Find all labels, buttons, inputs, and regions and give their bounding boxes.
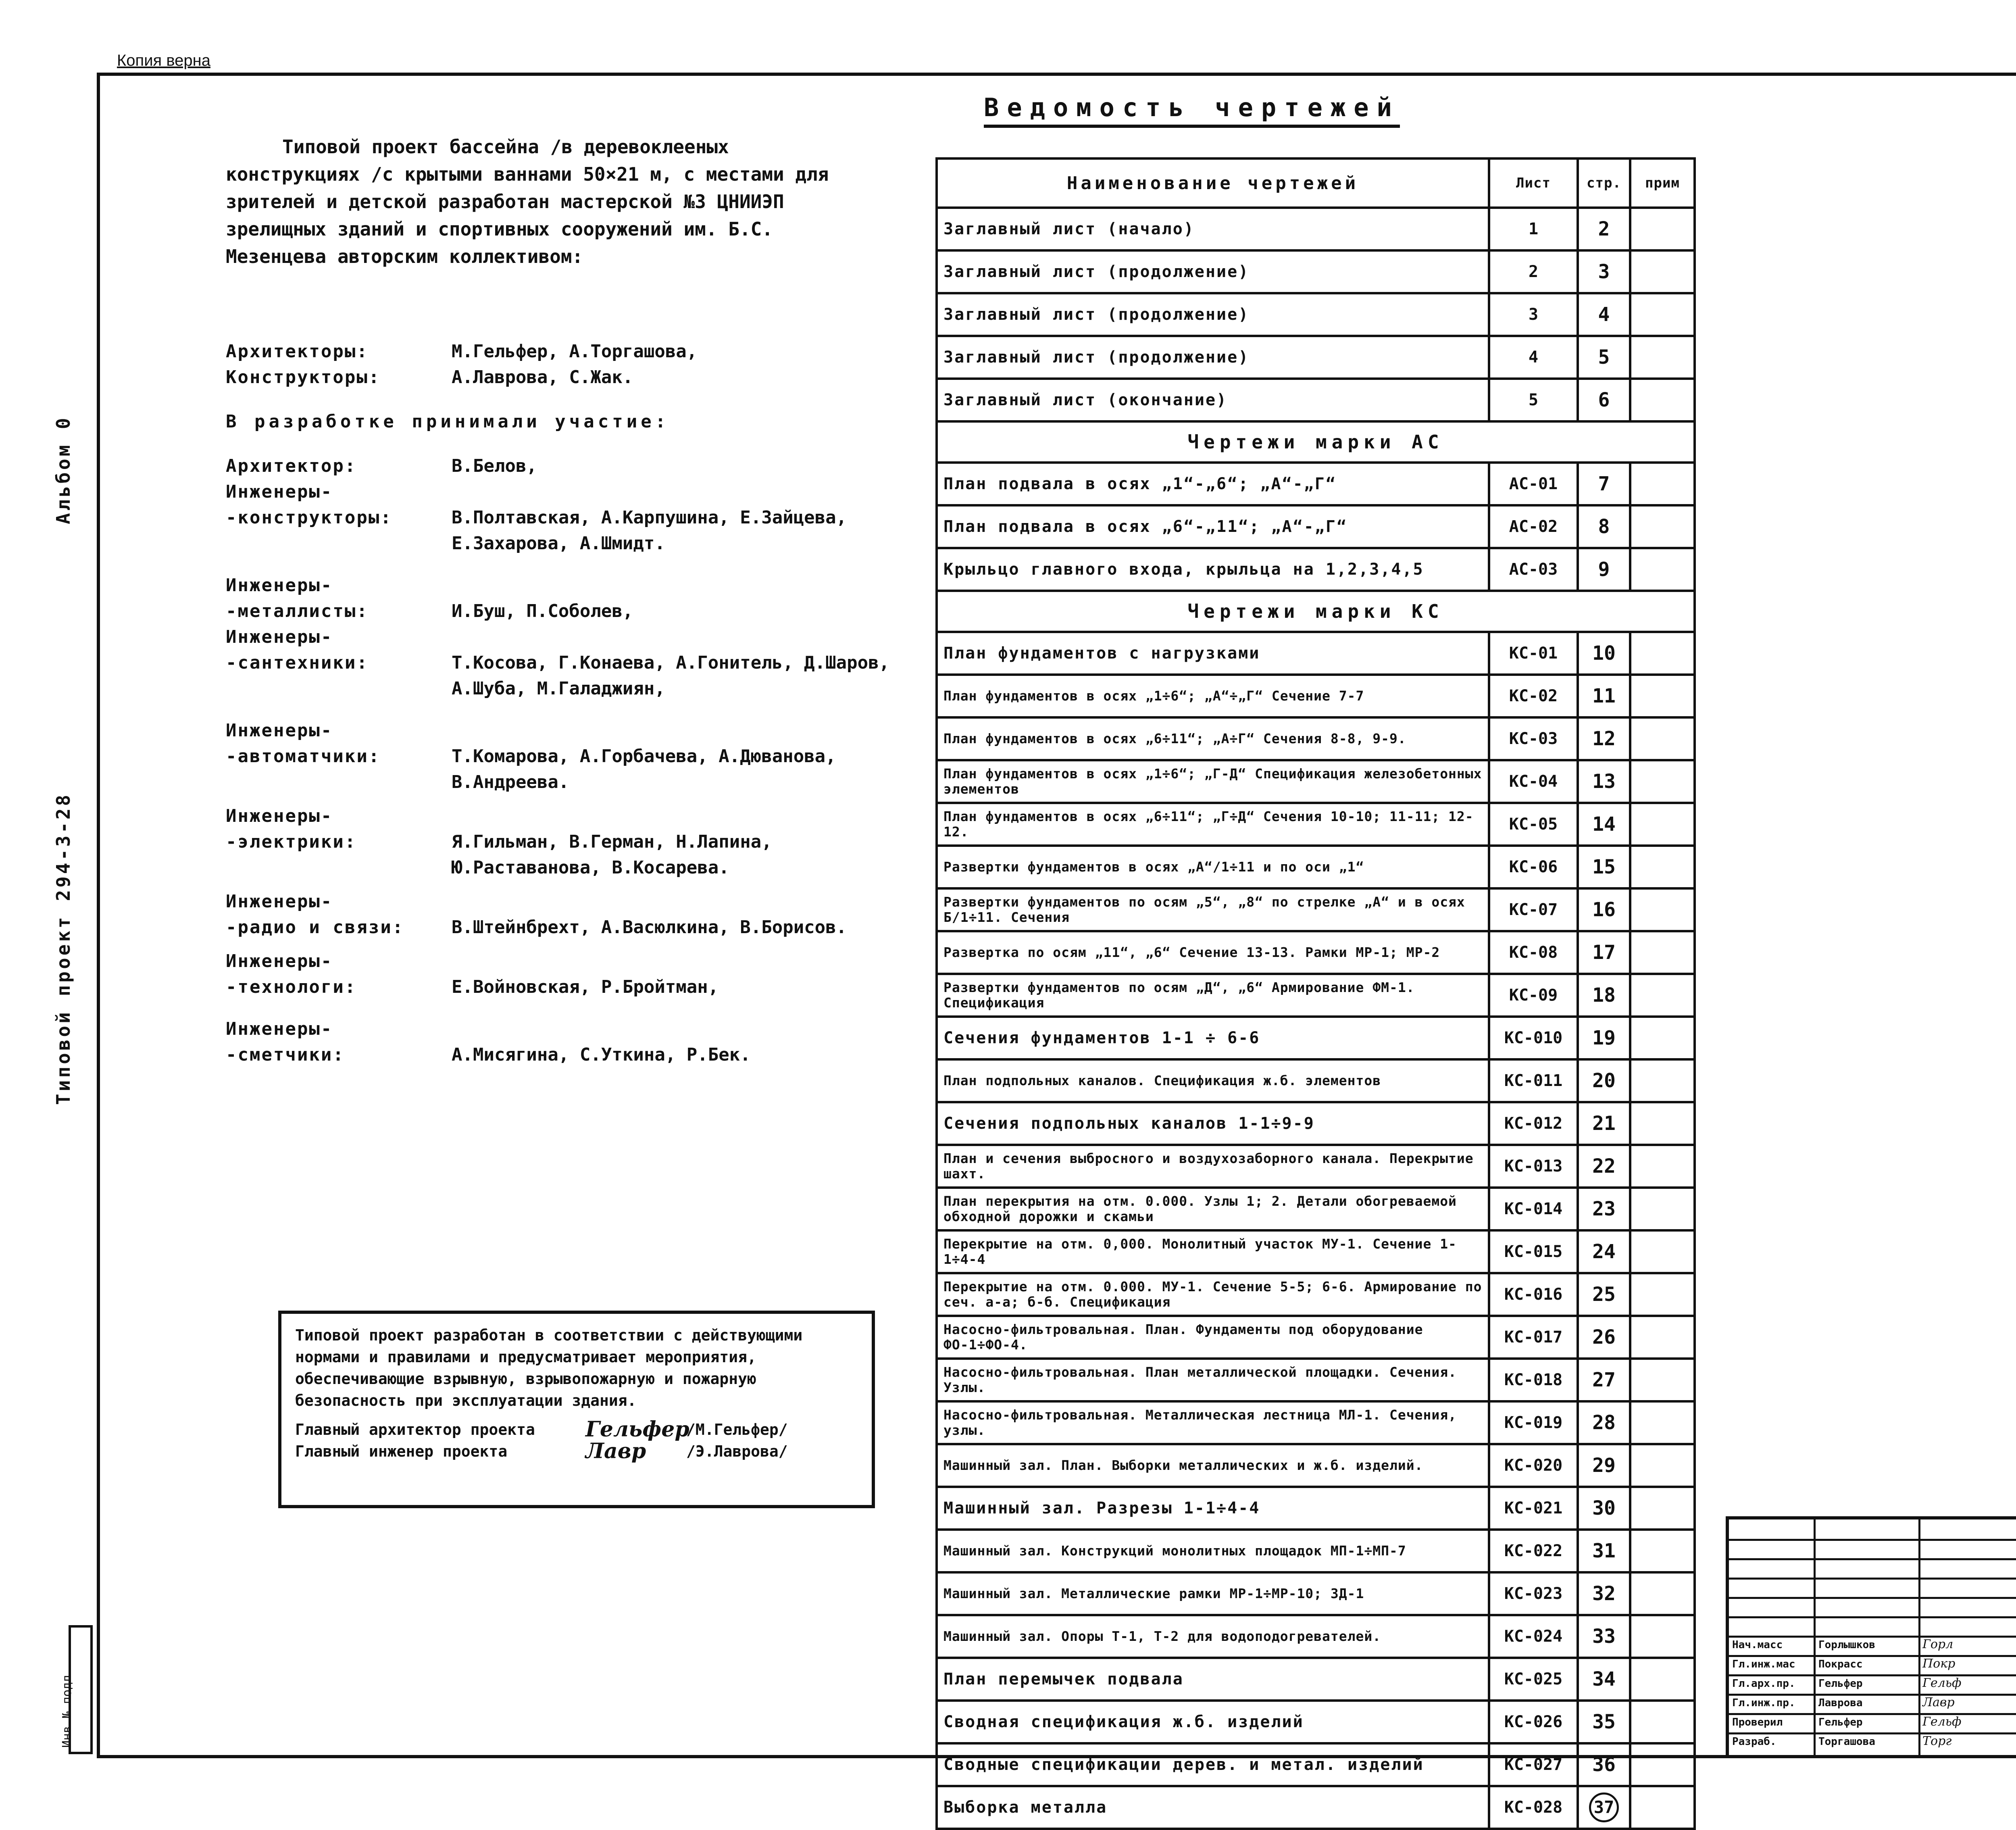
participant-role: -конструкторы: [226,507,392,528]
drawing-name: Заглавный лист (продолжение) [937,250,1489,293]
participant-row [226,889,911,915]
drawing-page: 29 [1578,1444,1630,1487]
drawing-page: 30 [1578,1487,1630,1530]
staff-signature: Гельф [1922,1715,1962,1729]
staff-signature: Покр [1922,1657,1956,1671]
drawing-note [1630,250,1695,293]
drawing-page: 6 [1578,379,1630,421]
table-header-row [937,158,1695,208]
drawing-name: Перекрытие на отм. 0,000. Монолитный участок МУ-1. Сечение 1-1÷4-4 [937,1230,1489,1273]
drawing-page: 10 [1578,632,1630,675]
title-block-staff-grid [1729,1519,2016,1758]
table-row [937,208,1695,250]
drawing-name: План и сечения выбросного и воздухозаборного канала. Перекрытие шахт. [937,1145,1489,1188]
table-row [937,717,1695,760]
participants-heading: В разработке принимали участие: [226,411,670,432]
author-names: М.Гельфер, А.Торгашова, [452,341,698,362]
drawing-page: 5 [1578,336,1630,379]
participant-row [226,948,911,974]
staff-role: Разраб. [1732,1736,1776,1748]
drawing-sheet: КС-020 [1489,1444,1578,1487]
drawing-note [1630,717,1695,760]
participant-names: А.Мисягина, С.Уткина, Р.Бек. [452,1044,751,1065]
drawings-list-body [937,208,1695,1829]
drawing-name: Развертки фундаментов в осях „А“/1÷11 и по оси „1“ [937,846,1489,888]
participant-row [226,453,911,479]
drawing-sheet: КС-03 [1489,717,1578,760]
drawing-name: Машинный зал. Разрезы 1-1÷4-4 [937,1487,1489,1530]
drawing-sheet: 1 [1489,208,1578,250]
table-row [937,1401,1695,1444]
drawing-note [1630,336,1695,379]
participant-row [226,573,911,598]
drawing-name: Заглавный лист (начало) [937,208,1489,250]
drawing-sheet: КС-024 [1489,1615,1578,1658]
chief-architect-line [295,1419,858,1440]
chief-architect-signature: Гельфер [585,1417,689,1442]
drawing-note [1630,1701,1695,1743]
drawing-name: Насосно-фильтровальная. Металлическая лестница МЛ-1. Сечения, узлы. [937,1401,1489,1444]
drawing-page: 8 [1578,505,1630,548]
drawing-sheet: АС-01 [1489,463,1578,505]
participant-row [226,479,911,505]
header-note: прим [1630,158,1695,208]
participant-names [452,573,911,598]
intro-paragraph: Типовой проект бассейна /в деревоклееных конструкциях /с крытыми ваннами 50×21 м, с местами для зрителей и детской разработан мастерской №3 ЦНИИЭП зрелищных зданий и спортивных сооружений им. Б.С. Мезенцева авторским коллективом: [226,136,829,267]
staff-name: Гельфер [1818,1678,1863,1690]
drawing-sheet: КС-026 [1489,1701,1578,1743]
drawing-page: 14 [1578,803,1630,846]
drawing-note [1630,505,1695,548]
drawing-note [1630,1658,1695,1701]
participant-role: Инженеры- [226,575,333,596]
drawing-note [1630,1530,1695,1572]
drawing-sheet: КС-05 [1489,803,1578,846]
drawing-sheet: КС-07 [1489,888,1578,931]
drawing-sheet: КС-012 [1489,1102,1578,1145]
participant-names: В.Полтавская, А.Карпушина, Е.Зайцева, Е.Захарова, А.Шмидт. [452,507,847,554]
drawing-note [1630,463,1695,505]
drawing-name: Машинный зал. Опоры Т-1, Т-2 для водоподогревателей. [937,1615,1489,1658]
drawing-note [1630,888,1695,931]
table-row [937,1572,1695,1615]
participant-role: Инженеры- [226,1019,333,1039]
inventory-stamp-label: Инв.№ подл. [60,1667,74,1748]
drawing-note [1630,1615,1695,1658]
participant-role: Инженеры- [226,720,333,741]
participant-row [226,718,911,744]
drawing-sheet: КС-09 [1489,974,1578,1017]
participant-row [226,974,911,1000]
table-row [937,379,1695,421]
drawing-note [1630,675,1695,717]
chief-engineer-label: Главный инженер проекта [295,1442,508,1460]
drawing-name: Машинный зал. Конструкций монолитных площадок МП-1÷МП-7 [937,1530,1489,1572]
drawing-sheet: КС-01 [1489,632,1578,675]
section-title: Чертежи марки АС [937,421,1695,463]
drawing-note [1630,1316,1695,1359]
drawing-page: 4 [1578,293,1630,336]
participant-role: -радио и связи: [226,917,404,938]
table-row [937,675,1695,717]
table-row [937,1786,1695,1829]
compliance-text: Типовой проект разработан в соответствии с действующими нормами и правилами и предусматривает мероприятия, обеспечивающие взрывную, взрывопожарную и пожарную безопасность при эксплуатации здания. [295,1326,803,1409]
participant-role: -металлисты: [226,601,369,621]
drawing-sheet: КС-06 [1489,846,1578,888]
participant-row [226,915,911,940]
drawing-sheet: КС-028 [1489,1786,1578,1829]
compliance-note [278,1311,875,1508]
staff-role: Гл.инж.пр. [1732,1697,1795,1709]
chief-engineer-signature: Лавр [585,1439,646,1463]
drawing-page: 20 [1578,1059,1630,1102]
drawing-page: 9 [1578,548,1630,591]
drawing-name: Развертка по осям „11“, „6“ Сечение 13-13. Рамки МР-1; МР-2 [937,931,1489,974]
staff-name: Гельфер [1818,1716,1863,1728]
drawing-note [1630,1743,1695,1786]
author-role: Архитекторы: [226,341,369,362]
drawing-name: Сводные спецификации дерев. и метал. изделий [937,1743,1489,1786]
table-row [937,846,1695,888]
table-row [937,1017,1695,1059]
drawing-sheet: КС-015 [1489,1230,1578,1273]
drawing-name: План подвала в осях „1“-„6“; „А“-„Г“ [937,463,1489,505]
drawing-sheet: КС-019 [1489,1401,1578,1444]
drawing-page-circled: 37 [1589,1792,1619,1822]
drawing-page: 19 [1578,1017,1630,1059]
participant-names: Т.Косова, Г.Конаева, А.Гонитель, Д.Шаров, А.Шуба, М.Галаджиян, [452,652,890,699]
drawing-note [1630,1230,1695,1273]
drawing-note [1630,293,1695,336]
participant-row [226,624,911,650]
participant-names [452,803,911,829]
drawing-note [1630,1572,1695,1615]
participant-role: Инженеры- [226,891,333,912]
drawing-sheet: 4 [1489,336,1578,379]
drawings-list-table [935,157,1696,1830]
author-role: Конструкторы: [226,367,381,388]
drawing-note [1630,931,1695,974]
drawing-name: Насосно-фильтровальная. План металлической площадки. Сечения. Узлы. [937,1359,1489,1401]
table-row [937,1743,1695,1786]
staff-role: Гл.инж.мас [1732,1658,1795,1670]
drawing-note [1630,760,1695,803]
drawing-note [1630,1059,1695,1102]
drawing-sheet: КС-010 [1489,1017,1578,1059]
drawing-page: 36 [1578,1743,1630,1786]
staff-role: Гл.арх.пр. [1732,1678,1795,1690]
drawing-name: План фундаментов в осях „6÷11“; „Г÷Д“ Сечения 10-10; 11-11; 12-12. [937,803,1489,846]
drawing-sheet: 5 [1489,379,1578,421]
drawing-name: Насосно-фильтровальная. План. Фундаменты под оборудование ФО-1÷ФО-4. [937,1316,1489,1359]
header-page: стр. [1578,158,1630,208]
table-row [937,1316,1695,1359]
participant-row [226,598,911,624]
participant-role: -технологи: [226,977,357,997]
staff-name: Торгашова [1818,1736,1875,1748]
author-row [226,339,911,365]
staff-signature: Лавр [1922,1695,1955,1709]
chief-engineer-name: /Э.Лаврова/ [686,1442,788,1460]
table-row [937,1487,1695,1530]
participant-names [452,889,911,915]
table-row [937,463,1695,505]
chief-architect-name: /М.Гельфер/ [686,1421,788,1438]
drawing-name: Машинный зал. План. Выборки металлических и ж.б. изделий. [937,1444,1489,1487]
drawing-sheet: КС-014 [1489,1188,1578,1230]
table-row [937,548,1695,591]
drawing-page: 27 [1578,1359,1630,1401]
drawing-note [1630,548,1695,591]
participant-row [226,803,911,829]
drawing-page: 21 [1578,1102,1630,1145]
drawing-name: Развертки фундаментов по осям „Д“, „6“ Армирование ФМ-1. Спецификация [937,974,1489,1017]
drawing-sheet: КС-021 [1489,1487,1578,1530]
drawing-name: Сводная спецификация ж.б. изделий [937,1701,1489,1743]
drawing-sheet: КС-023 [1489,1572,1578,1615]
drawing-page: 18 [1578,974,1630,1017]
drawing-page: 17 [1578,931,1630,974]
staff-signature: Гельф [1922,1676,1962,1690]
drawing-sheet: КС-04 [1489,760,1578,803]
participant-row [226,505,911,557]
table-row [937,1059,1695,1102]
drawing-note [1630,1273,1695,1316]
drawing-note [1630,1487,1695,1530]
drawing-page: 24 [1578,1230,1630,1273]
drawing-name: Сечения подпольных каналов 1-1÷9-9 [937,1102,1489,1145]
drawing-name: Сечения фундаментов 1-1 ÷ 6-6 [937,1017,1489,1059]
participant-role: -сметчики: [226,1044,345,1065]
drawing-page: 12 [1578,717,1630,760]
participant-role: Инженеры- [226,951,333,971]
header-name: Наименование чертежей [937,158,1489,208]
drawing-page: 11 [1578,675,1630,717]
drawing-note [1630,1786,1695,1829]
project-side-label: Типовой проект 294-3-28 [52,792,74,1105]
participant-role: Инженеры- [226,806,333,826]
author-names: А.Лаврова, С.Жак. [452,367,633,388]
table-row [937,632,1695,675]
participant-names [452,948,911,974]
table-row [937,250,1695,293]
participant-names [452,624,911,650]
drawing-page: 28 [1578,1401,1630,1444]
drawing-sheet: КС-02 [1489,675,1578,717]
drawing-page: 16 [1578,888,1630,931]
drawing-page: 31 [1578,1530,1630,1572]
header-sheet: Лист [1489,158,1578,208]
drawing-note [1630,974,1695,1017]
drawing-name: Развертки фундаментов по осям „5“, „8“ по стрелке „А“ и в осях Б/1÷11. Сечения [937,888,1489,931]
table-row [937,1615,1695,1658]
drawing-note [1630,1359,1695,1401]
drawing-sheet: КС-022 [1489,1530,1578,1572]
table-row [937,1359,1695,1401]
drawing-sheet: 2 [1489,250,1578,293]
drawing-name: План фундаментов в осях „1÷6“; „А“÷„Г“ Сечение 7-7 [937,675,1489,717]
table-row [937,888,1695,931]
drawing-sheet: КС-025 [1489,1658,1578,1701]
drawing-name: Заглавный лист (продолжение) [937,293,1489,336]
intro-text [226,133,871,270]
inventory-stamp [60,1625,93,1754]
staff-name: Покрасс [1818,1658,1863,1670]
drawing-page: 35 [1578,1701,1630,1743]
table-row [937,1444,1695,1487]
participant-names: В.Штейнбрехт, А.Васюлкина, В.Борисов. [452,917,847,938]
drawing-page: 23 [1578,1188,1630,1230]
drawing-page: 7 [1578,463,1630,505]
table-row [937,1701,1695,1743]
copy-label: Копия верна [117,52,210,69]
drawing-page: 22 [1578,1145,1630,1188]
table-row [937,1658,1695,1701]
drawing-sheet: КС-08 [1489,931,1578,974]
section-row [937,421,1695,463]
drawing-note [1630,632,1695,675]
drawing-name: Заглавный лист (окончание) [937,379,1489,421]
participant-names: Т.Комарова, А.Горбачева, А.Дюванова, В.Андреева. [452,746,836,792]
participant-role: Инженеры- [226,627,333,647]
table-row [937,1188,1695,1230]
drawing-page: 25 [1578,1273,1630,1316]
table-row [937,1230,1695,1273]
drawing-name: Крыльцо главного входа, крыльца на 1,2,3,4,5 [937,548,1489,591]
drawing-sheet: КС-027 [1489,1743,1578,1786]
drawing-note [1630,1102,1695,1145]
drawing-name: Перекрытие на отм. 0.000. МУ-1. Сечение 5-5; 6-6. Армирование по сеч. а-а; б-б. Спецификация [937,1273,1489,1316]
drawing-note [1630,803,1695,846]
participant-names: Я.Гильман, В.Герман, Н.Лапина, Ю.Раставанова, В.Косарева. [452,832,772,878]
drawing-sheet: КС-011 [1489,1059,1578,1102]
drawing-name: Машинный зал. Металлические рамки МР-1÷МР-10; ЗД-1 [937,1572,1489,1615]
participant-names: И.Буш, П.Соболев, [452,601,633,621]
drawing-sheet: КС-018 [1489,1359,1578,1401]
drawing-note [1630,1188,1695,1230]
drawing-page: 3 [1578,250,1630,293]
drawing-name: План подпольных каналов. Спецификация ж.б. элементов [937,1059,1489,1102]
staff-signature: Торг [1922,1734,1952,1748]
drawing-page: 33 [1578,1615,1630,1658]
drawing-note [1630,1401,1695,1444]
staff-signature: Горл [1922,1637,1954,1651]
drawing-name: План фундаментов в осях „6÷11“; „А÷Г“ Сечения 8-8, 9-9. [937,717,1489,760]
drawing-note [1630,1017,1695,1059]
drawing-name: План перемычек подвала [937,1658,1489,1701]
section-title: Чертежи марки КС [937,591,1695,632]
participant-names [452,1016,911,1042]
participant-row [226,1042,911,1068]
drawing-sheet: АС-03 [1489,548,1578,591]
drawings-list-title: Ведомость чертежей [984,93,1400,128]
album-label: Альбом 0 [52,415,74,524]
table-row [937,505,1695,548]
drawing-name: Выборка металла [937,1786,1489,1829]
staff-name: Горлышков [1818,1639,1875,1651]
participant-names [452,718,911,744]
staff-role: Нач.масс [1732,1639,1783,1651]
participant-names [452,479,911,505]
participant-row [226,650,911,702]
drawing-note [1630,208,1695,250]
drawing-name: План фундаментов в осях „1÷6“; „Г-Д“ Спецификация железобетонных элементов [937,760,1489,803]
table-row [937,760,1695,803]
drawing-page: 2 [1578,208,1630,250]
drawing-name: План фундаментов с нагрузками [937,632,1489,675]
drawing-name: План подвала в осях „6“-„11“; „А“-„Г“ [937,505,1489,548]
table-row [937,336,1695,379]
table-row [937,1102,1695,1145]
staff-name: Лаврова [1818,1697,1863,1709]
chief-architect-label: Главный архитектор проекта [295,1421,535,1438]
chief-engineer-line [295,1440,858,1462]
drawing-sheet: АС-02 [1489,505,1578,548]
drawing-name: Заглавный лист (продолжение) [937,336,1489,379]
participant-role: Архитектор: [226,456,357,476]
table-row [937,1145,1695,1188]
table-row [937,803,1695,846]
table-row [937,1273,1695,1316]
participant-names: В.Белов, [452,456,537,476]
drawing-sheet: КС-016 [1489,1273,1578,1316]
drawing-note [1630,1444,1695,1487]
authors-list [226,339,911,1068]
drawing-sheet: 3 [1489,293,1578,336]
participant-row [226,744,911,795]
section-row [937,591,1695,632]
participant-role: -электрики: [226,832,357,852]
table-row [937,931,1695,974]
table-row [937,293,1695,336]
participant-row [226,1016,911,1042]
staff-role: Проверил [1732,1716,1783,1728]
participant-role: -автоматчики: [226,746,381,767]
drawing-note [1630,846,1695,888]
drawing-page: 32 [1578,1572,1630,1615]
drawing-note [1630,1145,1695,1188]
table-row [937,1530,1695,1572]
drawing-page: 13 [1578,760,1630,803]
drawing-sheet: КС-013 [1489,1145,1578,1188]
table-row [937,974,1695,1017]
participant-role: Инженеры- [226,481,333,502]
drawing-note [1630,379,1695,421]
participant-row [226,829,911,881]
drawing-page [1578,1786,1630,1829]
drawing-page: 26 [1578,1316,1630,1359]
title-block [1726,1516,2016,1758]
drawing-sheet: КС-017 [1489,1316,1578,1359]
drawing-name: План перекрытия на отм. 0.000. Узлы 1; 2. Детали обогреваемой обходной дорожки и скамьи [937,1188,1489,1230]
participant-names: Е.Войновская, Р.Бройтман, [452,977,719,997]
drawing-page: 15 [1578,846,1630,888]
drawing-page: 34 [1578,1658,1630,1701]
participant-role: -сантехники: [226,652,369,673]
author-row [226,365,911,390]
